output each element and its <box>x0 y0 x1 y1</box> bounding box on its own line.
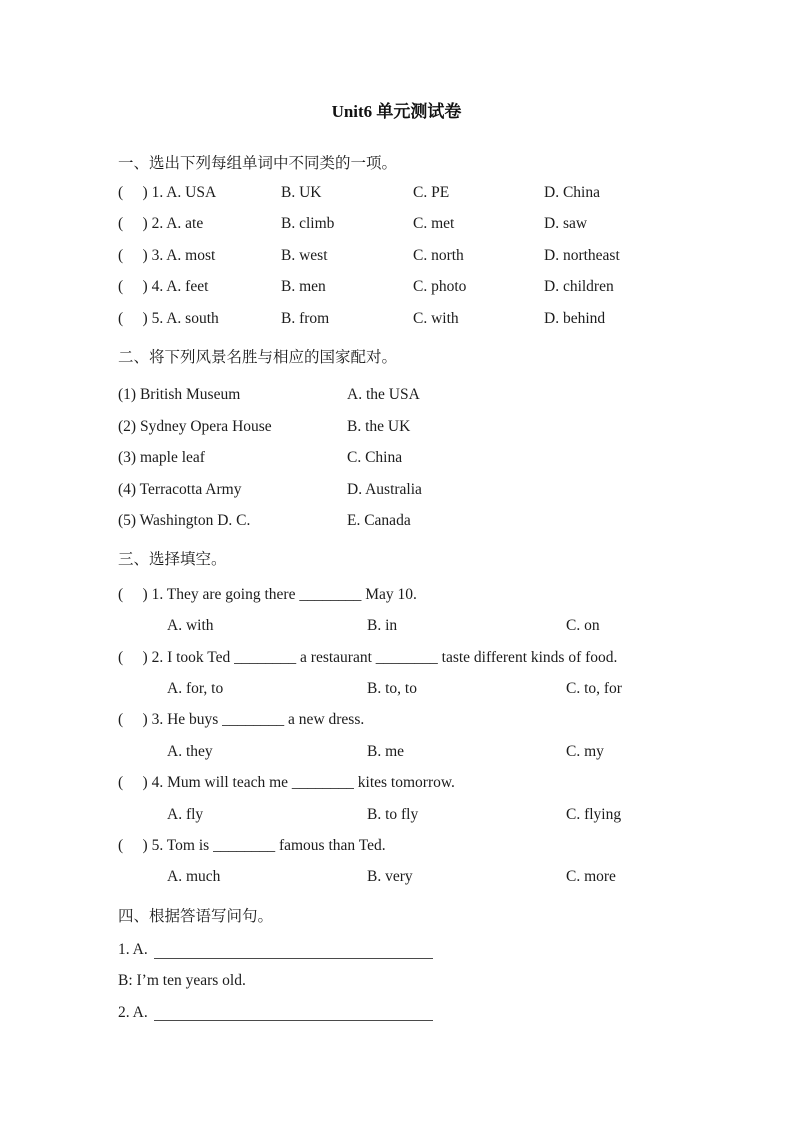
option-d: D. China <box>544 184 600 202</box>
word-choice-row-4 <box>0 272 793 303</box>
option-c: C. met <box>413 215 455 233</box>
option-a: A. much <box>167 868 221 886</box>
question-stem: ( ) 1. They are going there ________ May 10. <box>118 585 417 603</box>
page-title: Unit6 单元测试卷 <box>331 102 462 121</box>
question-lead: ( ) 5. A. south <box>118 309 219 327</box>
match-pair-1 <box>0 380 793 411</box>
word-choice-row-5 <box>0 303 793 334</box>
option-c: C. with <box>413 309 459 327</box>
option-d: D. northeast <box>544 246 620 264</box>
match-pair-4 <box>0 474 793 505</box>
question-lead: ( ) 4. A. feet <box>118 278 209 296</box>
write-question-1 <box>0 934 793 965</box>
country: E. Canada <box>347 511 411 529</box>
question-label: 2. A. <box>118 1003 148 1021</box>
option-b: B. climb <box>281 215 335 233</box>
question-stem: ( ) 5. Tom is ________ famous than Ted. <box>118 836 386 854</box>
option-d: D. saw <box>544 215 588 233</box>
landmark: (5) Washington D. C. <box>118 511 251 529</box>
option-c: C. to, for <box>566 679 622 697</box>
option-c: C. on <box>566 617 600 635</box>
option-b: B. to, to <box>367 679 417 697</box>
match-pair-3 <box>0 443 793 474</box>
option-a: A. they <box>167 742 213 760</box>
match-pair-5 <box>0 505 793 536</box>
question-stem: ( ) 4. Mum will teach me ________ kites tomorrow. <box>118 774 455 792</box>
match-pair-2 <box>0 411 793 442</box>
question-stem: ( ) 2. I took Ted ________ a restaurant ________ taste different kinds of food. <box>118 648 618 666</box>
fill-question-3 <box>0 705 793 736</box>
option-d: D. behind <box>544 309 606 327</box>
fill-options-4 <box>0 799 793 830</box>
country: A. the USA <box>347 386 420 404</box>
landmark: (2) Sydney Opera House <box>118 417 272 435</box>
fill-options-1 <box>0 610 793 641</box>
fill-question-1 <box>0 579 793 610</box>
given-answer-1 <box>0 966 793 997</box>
option-a: A. with <box>167 617 214 635</box>
write-question-2 <box>0 997 793 1028</box>
landmark: (4) Terracotta Army <box>118 480 242 498</box>
fill-question-5 <box>0 830 793 861</box>
fill-options-3 <box>0 736 793 767</box>
option-b: B. very <box>367 868 413 886</box>
option-a: A. for, to <box>167 679 224 697</box>
option-b: B. from <box>281 309 330 327</box>
fill-options-2 <box>0 673 793 704</box>
landmark: (3) maple leaf <box>118 449 205 467</box>
fill-question-4 <box>0 767 793 798</box>
section-two-heading: 二、将下列风景名胜与相应的国家配对。 <box>118 349 398 367</box>
word-choice-row-2 <box>0 209 793 240</box>
option-b: B. men <box>281 278 326 296</box>
option-b: B. west <box>281 246 328 264</box>
question-stem: ( ) 3. He buys ________ a new dress. <box>118 711 365 729</box>
word-choice-row-1 <box>0 177 793 208</box>
section-one-heading: 一、选出下列每组单词中不同类的一项。 <box>118 154 398 172</box>
answer-blank-line <box>154 941 433 958</box>
question-label: 1. A. <box>118 941 148 959</box>
question-lead: ( ) 3. A. most <box>118 246 216 264</box>
option-c: C. more <box>566 868 616 886</box>
country: C. China <box>347 449 403 467</box>
option-c: C. flying <box>566 805 622 823</box>
answer-text: B: I’m ten years old. <box>118 972 246 990</box>
country: B. the UK <box>347 417 411 435</box>
question-lead: ( ) 1. A. USA <box>118 184 217 202</box>
landmark: (1) British Museum <box>118 386 241 404</box>
fill-question-2 <box>0 642 793 673</box>
option-b: B. me <box>367 742 405 760</box>
question-lead: ( ) 2. A. ate <box>118 215 204 233</box>
option-b: B. in <box>367 617 398 635</box>
section-three-heading: 三、选择填空。 <box>118 551 227 569</box>
country: D. Australia <box>347 480 422 498</box>
option-c: C. north <box>413 246 464 264</box>
option-b: B. to fly <box>367 805 419 823</box>
option-d: D. children <box>544 278 614 296</box>
word-choice-row-3 <box>0 240 793 271</box>
fill-options-5 <box>0 862 793 893</box>
option-c: C. photo <box>413 278 467 296</box>
option-a: A. fly <box>167 805 204 823</box>
answer-blank-line <box>154 1004 433 1021</box>
option-b: B. UK <box>281 184 322 202</box>
option-c: C. PE <box>413 184 450 202</box>
option-c: C. my <box>566 742 604 760</box>
section-four-heading: 四、根据答语写问句。 <box>118 907 274 925</box>
